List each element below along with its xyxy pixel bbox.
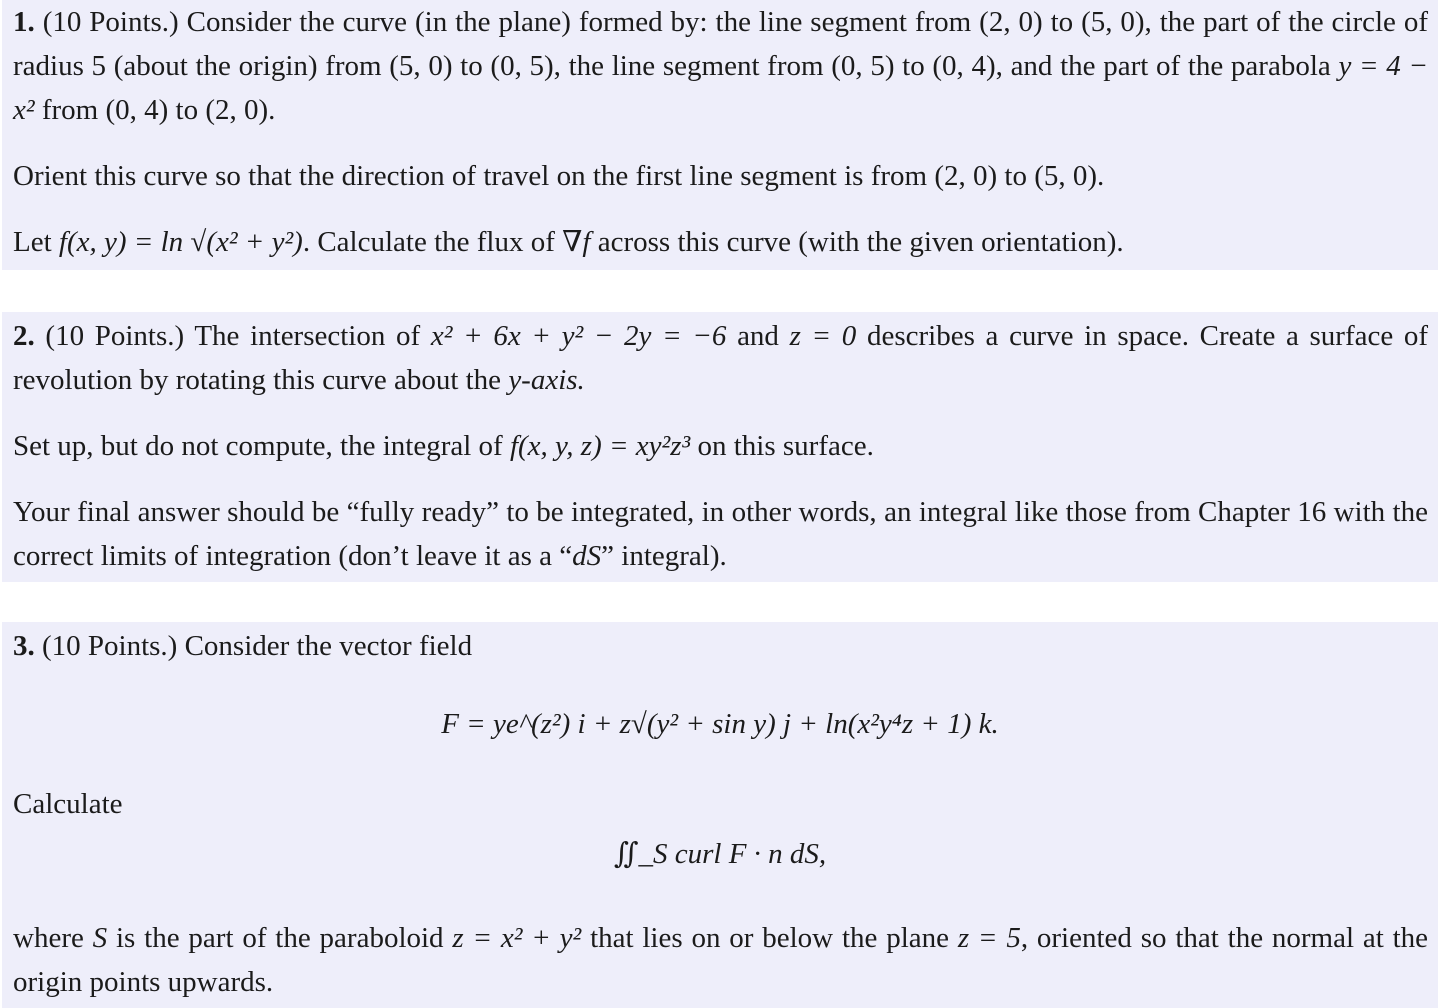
problem-text: ” integral). [601, 540, 727, 572]
math-function: f(x, y, z) = xy²z³ [509, 430, 691, 462]
problem-text: and [737, 320, 779, 352]
vector-field-equation [2, 702, 1438, 746]
math-plane-equation: z = 0 [789, 320, 857, 352]
problem-3-surface-description [13, 916, 1428, 1004]
problem-1-orientation: Orient this curve so that the direction of travel on the first line segment is from (2, 0) to (5, 0). [13, 160, 1105, 192]
problem-3-calculate: Calculate [13, 788, 123, 820]
problem-1-statement [13, 0, 1428, 132]
problem-text: that lies on or below the plane [590, 922, 949, 954]
problem-text: Your final answer should be “fully ready” to be integrated, in other words, an integral like those from Chapter 16 with the correct limits of integration (don’t leave it as a “ [13, 496, 1428, 572]
math-parabola: y = 4 − x² [13, 50, 1429, 126]
problem-3-box [2, 622, 1438, 1008]
surface-integral-equation [2, 832, 1438, 876]
problem-2-box [2, 312, 1438, 582]
problem-2-statement [13, 314, 1428, 402]
problem-text: on this surface. [697, 430, 874, 462]
math-surface-integral: ∬_S curl F · n dS, [613, 838, 827, 870]
problem-points: (10 Points.) [42, 6, 179, 38]
problem-text: Consider the vector field [184, 630, 473, 662]
problem-text: Let [13, 226, 52, 258]
problem-number: 1. [13, 6, 35, 38]
math-vector-field: F = ye^(z²) i + z√(y² + sin y) j + ln(x²y⁴z + 1) k. [441, 708, 999, 740]
math-plane: z = 5 [957, 922, 1021, 954]
problem-text: , oriented so that the normal at the origin points upwards. [13, 922, 1429, 998]
math-function: f(x, y) = ln √(x² + y²) [58, 226, 303, 258]
math-paraboloid: z = x² + y² [452, 922, 582, 954]
math-surface-symbol: S [92, 922, 108, 954]
problem-number: 2. [13, 320, 35, 352]
problem-2-instructions [13, 490, 1428, 578]
math-ds: dS [572, 540, 602, 572]
math-axis: y-axis. [508, 364, 585, 396]
problem-1-box [2, 0, 1438, 270]
problem-text: Set up, but do not compute, the integral of [13, 430, 503, 462]
problem-2-setup [13, 424, 1428, 468]
problem-1-task [13, 220, 1428, 264]
problem-text: The intersection of [194, 320, 421, 352]
problem-text: Consider the curve (in the plane) formed by: the line segment from (2, 0) to (5, 0), the part of the circle of radius 5 (about the origin) from (5, 0) to (0, 5), the line segment from (0, 5) to (0, 4), and the part of the parabola [13, 6, 1429, 82]
problem-number: 3. [13, 630, 35, 662]
problem-text: . Calculate the flux of [302, 226, 555, 258]
problem-text: across this curve (with the given orientation). [597, 226, 1124, 258]
problem-points: (10 Points.) [45, 320, 185, 352]
problem-text: is the part of the paraboloid [116, 922, 444, 954]
problem-text: describes a curve in space. Create a surface of revolution by rotating this curve about the [13, 320, 1429, 396]
math-gradient: ∇f [562, 226, 591, 258]
problem-text: where [13, 922, 84, 954]
problem-3-intro [13, 624, 1428, 668]
math-circle-equation: x² + 6x + y² − 2y = −6 [430, 320, 727, 352]
problem-points: (10 Points.) [42, 630, 178, 662]
problem-text: from (0, 4) to (2, 0). [41, 94, 276, 126]
